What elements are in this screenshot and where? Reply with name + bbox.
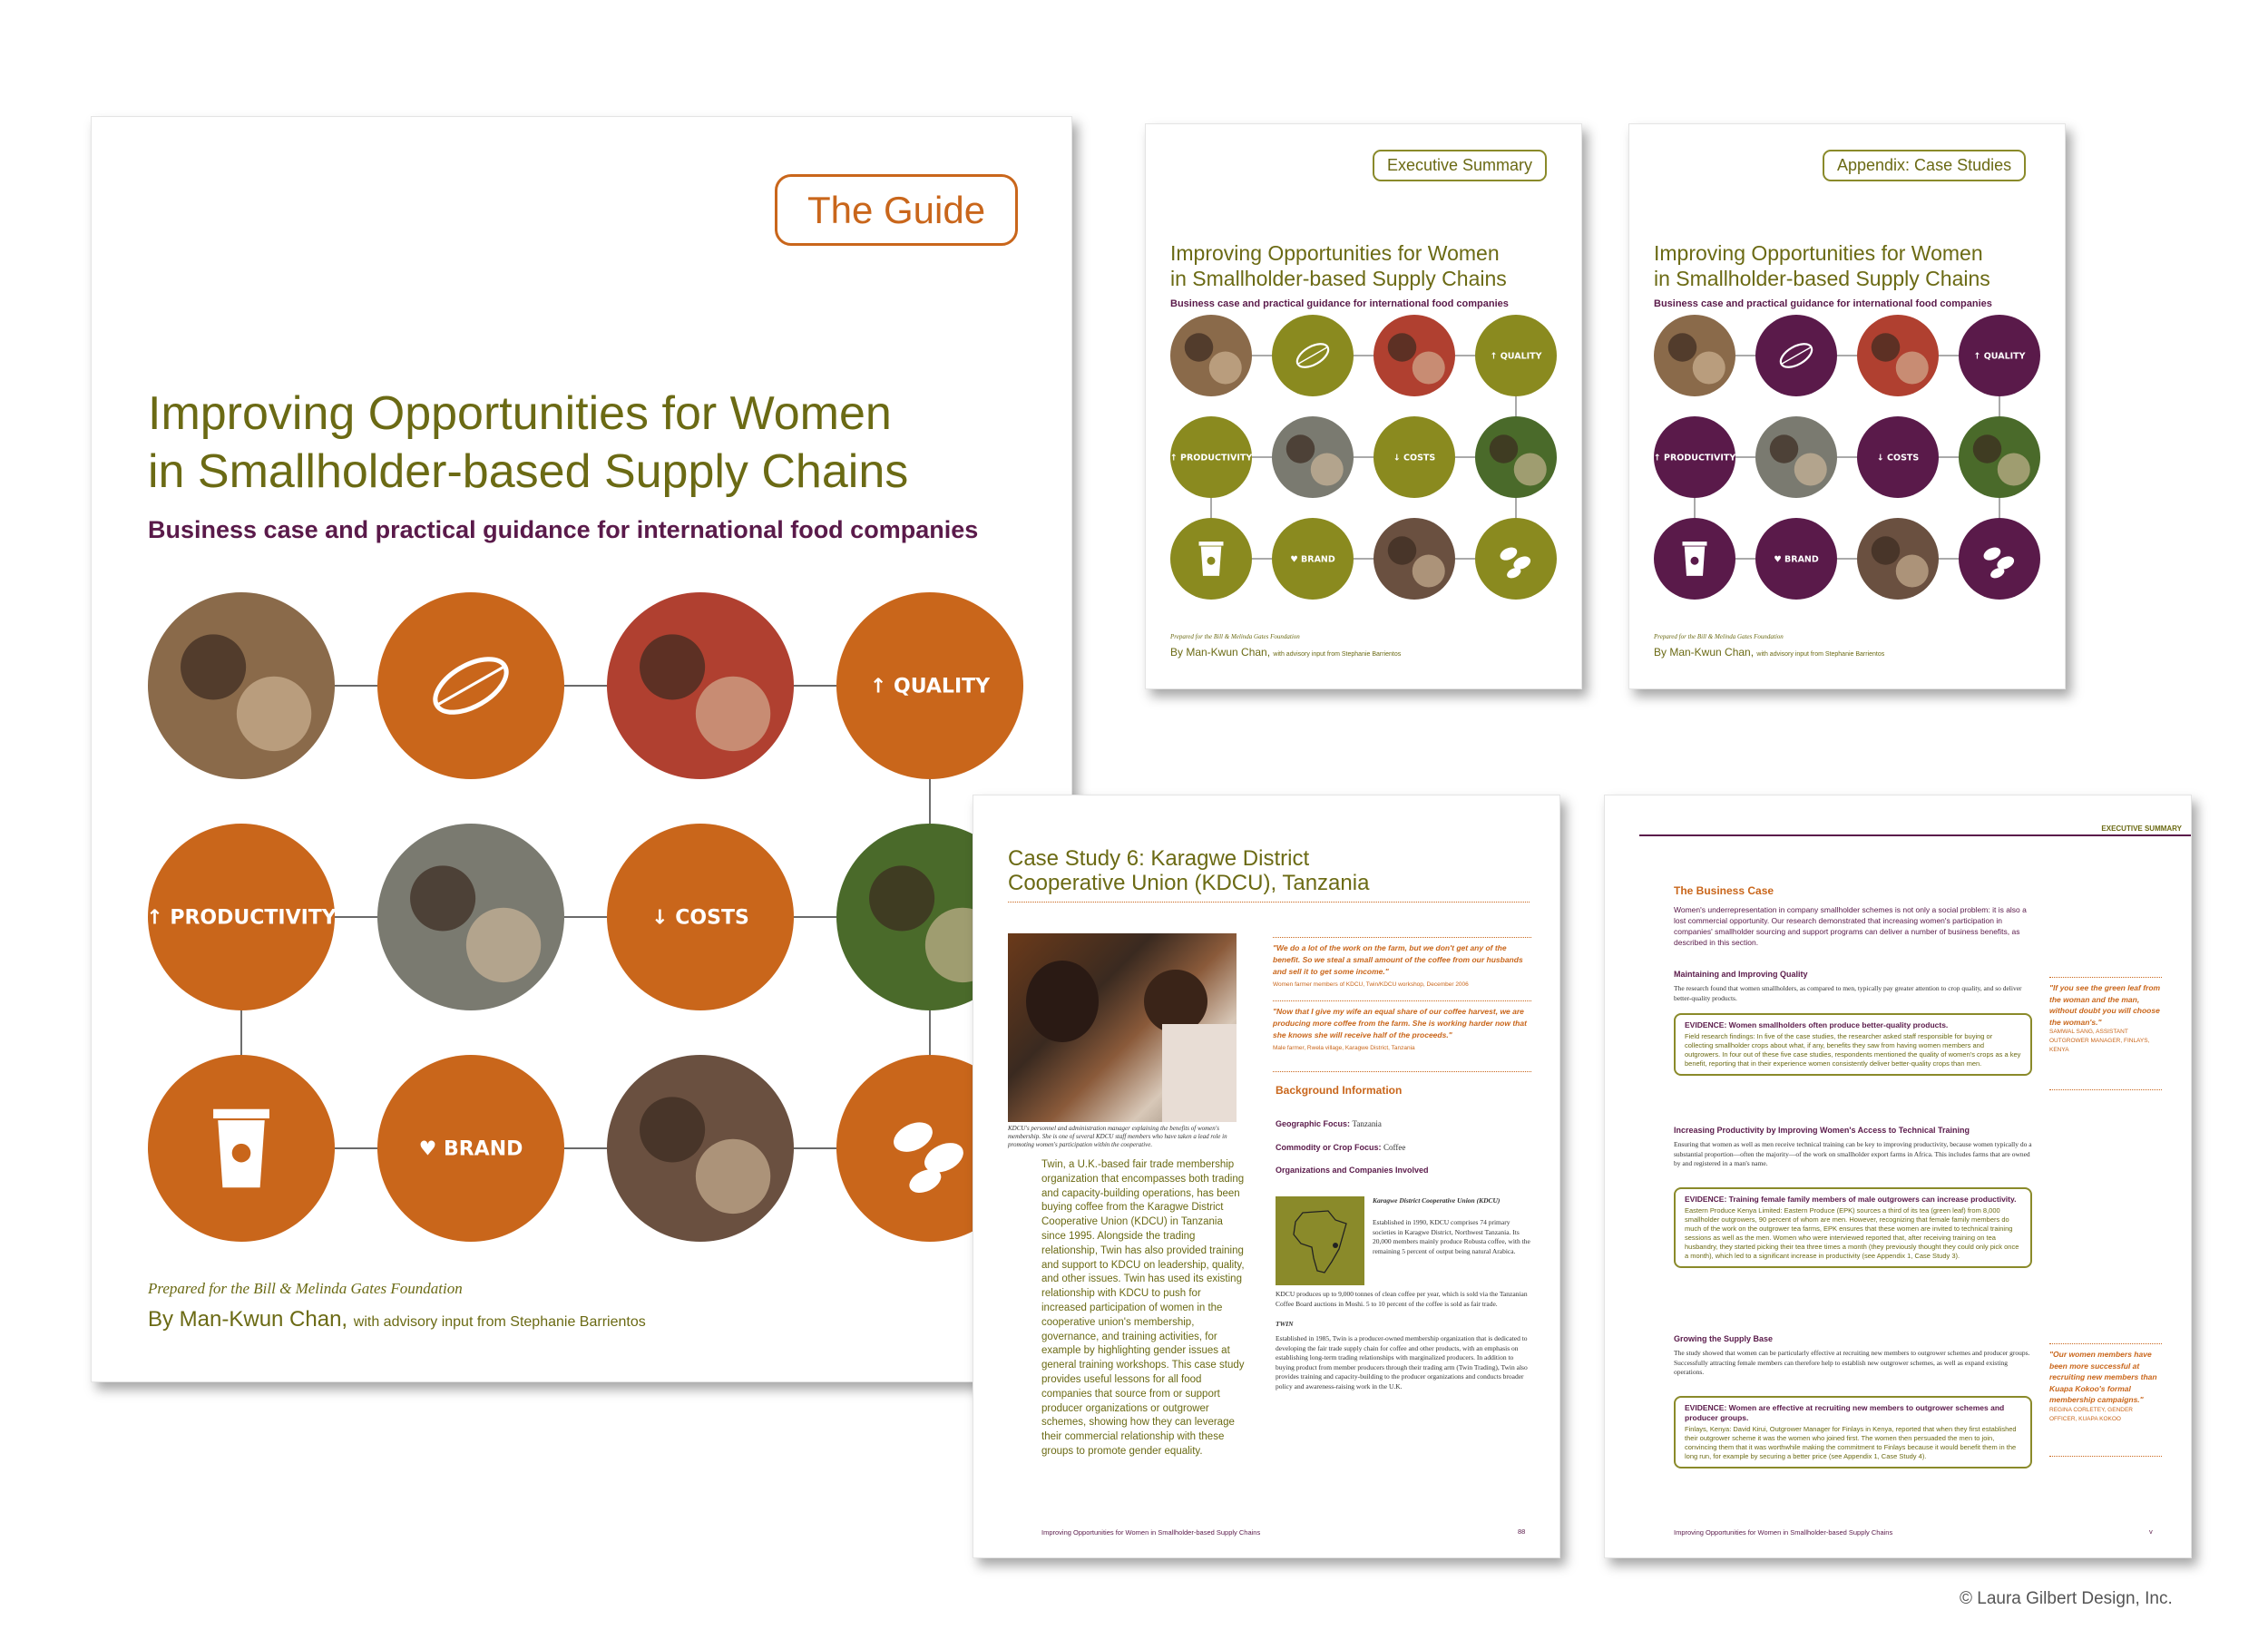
sidebar-quote-1 xyxy=(2049,982,2162,1055)
photo-circle xyxy=(377,824,564,1010)
africa-map xyxy=(1276,1196,1364,1285)
quote-divider xyxy=(1273,1071,1531,1072)
coffee-cup-icon xyxy=(148,1055,335,1242)
icon-label: ↓ COSTS xyxy=(1393,453,1436,463)
icon-label: ↑ QUALITY xyxy=(1973,351,2026,362)
evidence-box-3 xyxy=(1674,1396,2032,1468)
geo-label: Geographic Focus: xyxy=(1276,1119,1351,1128)
guide-subtitle: Business case and practical guidance for international food companies xyxy=(148,516,979,543)
costs-icon xyxy=(1857,416,1939,498)
productivity-icon xyxy=(1654,416,1736,498)
page-number: 88 xyxy=(1518,1527,1526,1536)
quality-icon xyxy=(1475,315,1557,396)
quote-1-source: Women farmer members of KDCU, Twin/KDCU workshop, December 2006 xyxy=(1273,981,1469,988)
guide-author-name: By Man-Kwun Chan, xyxy=(148,1307,348,1332)
case-study-body: Twin, a U.K.-based fair trade membership organization that encompasses both trading and capacity-building operations, has been buying coffee from the Karagwe District Cooperative Union (KDCU) in Tanzania since 1995. Alongside the trading relationship, Twin has also provided training and support to KDCU on leadership, quality, and other issues. Twin has used its existing relationship with KDCU to push for increased participation of women in the cooperative union's membership, governance, and training activities, for example by highlighting gender issues at general training workshops. This case study provides useful lessons for all food companies that source from or support producer organizations or outgrower schemes, showing how they can leverage their commercial relationship with these groups to promote gender equality. xyxy=(1041,1159,1245,1457)
quality-icon xyxy=(836,592,1023,779)
geo-focus xyxy=(1276,1119,1382,1128)
appendix-title-line1: Improving Opportunities for Women xyxy=(1654,241,1983,265)
kdcu-text-2: KDCU produces up to 9,000 tonnes of clean coffee per year, which is sold via the Tanzanian Coffee Board auctions in Moshi. 5 to 10 percent of the coffee is sold as fair trade. xyxy=(1276,1290,1528,1308)
geo-value: Tanzania xyxy=(1352,1119,1382,1128)
case-study-title xyxy=(1008,846,1407,895)
appendix-icon-grid xyxy=(1629,315,2066,623)
photo-circle xyxy=(1654,315,1735,396)
evidence-2-title: EVIDENCE: Training female family members of male outgrowers can increase productivity. xyxy=(1685,1195,2017,1204)
appendix-subtitle: Business case and practical guidance for international food companies xyxy=(1654,298,1992,309)
quote-1 xyxy=(1273,942,1531,990)
exec-title xyxy=(1170,240,1507,291)
exec-author xyxy=(1170,646,1401,659)
icon-label: ↑ PRODUCTIVITY xyxy=(1169,453,1253,463)
commodity-value: Coffee xyxy=(1383,1143,1406,1152)
icon-label: ↑ PRODUCTIVITY xyxy=(1653,453,1736,463)
icon-label: ↓ COSTS xyxy=(1876,453,1920,463)
background-heading: Background Information xyxy=(1276,1084,1403,1097)
copyright-credit: © Laura Gilbert Design, Inc. xyxy=(1960,1589,2173,1608)
icon-label: ↓ COSTS xyxy=(651,906,749,930)
exec-prepared-for: Prepared for the Bill & Melinda Gates Foundation xyxy=(1170,633,1300,640)
kdcu-text: Established in 1990, KDCU comprises 74 primary societies in Karagwe District, Northwest Tanzania. Its 20,000 members mainly produce Robusta coffee, with the remaining 5 percent of output being natural Arabica. xyxy=(1373,1218,1530,1255)
quality-text: The research found that women smallholders, as compared to men, typically pay greater attention to crop quality, and so deliver better-quality products. xyxy=(1674,984,2022,1002)
exec-title-line2: in Smallholder-based Supply Chains xyxy=(1170,267,1507,290)
evidence-1-title: EVIDENCE: Women smallholders often produce better-quality products. xyxy=(1685,1020,1949,1029)
appendix-title-line2: in Smallholder-based Supply Chains xyxy=(1654,267,1990,290)
evidence-2-body: Eastern Produce Kenya Limited: Eastern Produce (EPK) sources a third of its tea (green leaf) from 8,000 smallholder outgrowers, 90 percent of whom are men. However, recognizing that female family members do much of the work on the outgrower tea farms, EPK ensures that these women are invited to technical training sessions as well as the men. Women who were interviewed reported that, after receiving training on tea husbandry, they started picking their tea three times a month (they previously thought they could only pick once a month), which led to a significant increase in productivity (see Appendix 1, Case Study 3). xyxy=(1685,1206,2019,1260)
exec-title-line1: Improving Opportunities for Women xyxy=(1170,241,1500,265)
twin-text: Established in 1985, Twin is a producer-owned membership organization that is dedicated to developing the fair trade supply chain for coffee and other products, with an emphasis on establishing long-term trading relationships with marginalized producers. In addition to buying product from member producers through their trading arm (Twin Trading), Twin also provides training and capacity-building to the producer organizations and conducts broader policy and awareness-raising work in the U.K. xyxy=(1276,1334,1528,1390)
guide-title-line1: Improving Opportunities for Women xyxy=(148,387,892,440)
brand-icon xyxy=(1272,518,1354,600)
icon-label: ♥ BRAND xyxy=(418,1137,523,1161)
quote-1-text: "We do a lot of the work on the farm, but we don't get any of the benefit. So we steal a small amount of the coffee from our husbands and sell it to get some income." xyxy=(1273,943,1523,976)
appendix-badge: Appendix: Case Studies xyxy=(1823,150,2026,181)
top-rule xyxy=(1639,834,2192,836)
exec-author-note: with advisory input from Stephanie Barrientos xyxy=(1273,651,1402,658)
page-footer: Improving Opportunities for Women in Smallholder-based Supply Chains xyxy=(1041,1528,1261,1537)
photo-circle xyxy=(1857,518,1939,600)
page-footer: Improving Opportunities for Women in Smallholder-based Supply Chains xyxy=(1674,1528,1893,1537)
appendix-author-note: with advisory input from Stephanie Barrientos xyxy=(1756,651,1885,658)
evidence-box-1 xyxy=(1674,1013,2032,1076)
productivity-heading: Increasing Productivity by Improving Women's Access to Technical Training xyxy=(1674,1126,1970,1135)
exec-subtitle: Business case and practical guidance for international food companies xyxy=(1170,298,1509,309)
quote-2-source: Male farmer, Rwela village, Karagwe District, Tanzania xyxy=(1273,1045,1415,1051)
exec-badge: Executive Summary xyxy=(1373,150,1547,181)
twin-name: TWIN xyxy=(1276,1320,1294,1328)
coffee-cup-icon xyxy=(1654,518,1735,600)
guide-icon-grid xyxy=(92,571,1072,1260)
coffee-beans-icon xyxy=(1475,518,1557,600)
quote-2 xyxy=(1273,1006,1531,1054)
quality-heading: Maintaining and Improving Quality xyxy=(1674,970,1808,979)
evidence-1-body: Field research findings: In five of the case studies, the researcher asked staff responsible for buying or collecting smallholder crops about what, if any, benefits they saw from having women members and outgrowers. In four out of these five case studies, respondents mentioned the quality of women's crops as a key benefit, reporting that in their experience women consistently deliver better-quality crops than men. xyxy=(1685,1032,2021,1068)
costs-icon xyxy=(607,824,794,1010)
supply-base-text: The study showed that women can be particularly effective at recruiting new members to outgrower schemes and producer groups. Successfully attracting female members can therefore help to establish new outgrower schemes, as well as expand existing operations. xyxy=(1674,1349,2030,1376)
section-label: EXECUTIVE SUMMARY xyxy=(2101,824,2182,833)
appendix-cover xyxy=(1628,123,2066,689)
commodity-focus xyxy=(1276,1143,1405,1152)
photo-circle xyxy=(1374,518,1455,600)
productivity-text: Ensuring that women as well as men receive technical training can be key to improving productivity, because women typically do a substantial proportion—often the majority—of the work on smallholder export farms in Africa. This includes farms that are owned by and registered in a man's name. xyxy=(1674,1140,2032,1167)
cocoa-pod-icon xyxy=(1755,315,1837,396)
photo-circle xyxy=(1170,315,1252,396)
photo-circle xyxy=(1272,416,1354,498)
cocoa-pod-icon xyxy=(1272,315,1354,396)
quote-divider xyxy=(1273,1000,1531,1001)
africa-map-icon xyxy=(1276,1196,1364,1285)
sidebar-quote-1-source: SAMWAL SANG, ASSISTANT OUTGROWER MANAGER, FINLAYS, KENYA xyxy=(2049,1029,2150,1053)
quote-divider xyxy=(1273,937,1531,938)
sidebar-quote-2 xyxy=(2049,1349,2162,1424)
productivity-icon xyxy=(1170,416,1253,498)
kdcu-name: Karagwe District Cooperative Union (KDCU) xyxy=(1373,1196,1501,1205)
sidebar-quote-1-text: "If you see the green leaf from the woman and the man, without doubt you will choose the woman's." xyxy=(2049,983,2161,1027)
evidence-3-body: Finlays, Kenya: David Kirui, Outgrower Manager for Finlays in Kenya, reported that when they first established their outgrower scheme it was the women who joined first. The women then persuaded the men to join, convincing them that it was worthwhile making the commitment to Finlays because it would benefit them in the long run, for example by securing a better price (see Appendix 1, Case Study 4). xyxy=(1685,1425,2017,1460)
productivity-icon xyxy=(146,824,337,1010)
sidebar-divider xyxy=(2049,1343,2162,1344)
photo-circle xyxy=(1755,416,1837,498)
sidebar-divider xyxy=(2049,977,2162,978)
guide-title xyxy=(148,385,1037,501)
exec-summary-page xyxy=(1604,795,2192,1558)
guide-badge: The Guide xyxy=(775,174,1018,246)
sidebar-quote-2-text: "Our women members have been more successful at recruiting new members than Kuapa Kokoo's formal membership campaigns." xyxy=(2049,1350,2157,1404)
brand-icon xyxy=(377,1055,564,1242)
photo-circle xyxy=(1475,416,1557,498)
icon-label: ↑ QUALITY xyxy=(869,675,991,698)
evidence-3-title: EVIDENCE: Women are effective at recruiting new members to outgrower schemes and producer groups. xyxy=(1685,1403,2005,1422)
business-case-heading: The Business Case xyxy=(1674,884,1774,897)
photo-circle xyxy=(607,592,794,779)
photo-circle xyxy=(1857,315,1939,396)
coffee-cup-icon xyxy=(1170,518,1252,600)
intro-paragraph: Women's underrepresentation in company smallholder schemes is not only a social problem: it is also a lost commercial opportunity. Our research demonstrated that increasing women's participation in companies' smallholder sourcing and support programs can deliver a number of business benefits, as described in this section. xyxy=(1674,905,2027,947)
page-number: v xyxy=(2149,1527,2153,1536)
photo-circle xyxy=(607,1055,794,1242)
divider xyxy=(1008,902,1530,903)
orgs-heading: Organizations and Companies Involved xyxy=(1276,1166,1429,1175)
photo-circle xyxy=(148,592,335,779)
case-title-line1: Case Study 6: Karagwe District xyxy=(1008,846,1310,871)
guide-title-line2: in Smallholder-based Supply Chains xyxy=(148,445,909,498)
sidebar-divider xyxy=(2049,1089,2162,1090)
icon-label: ♥ BRAND xyxy=(1290,554,1335,565)
guide-prepared-for: Prepared for the Bill & Melinda Gates Foundation xyxy=(148,1280,463,1297)
guide-author-note: with advisory input from Stephanie Barrientos xyxy=(353,1314,646,1330)
case-study-page xyxy=(973,795,1560,1558)
icon-label: ↑ QUALITY xyxy=(1490,351,1542,362)
case-study-photo xyxy=(1008,933,1237,1122)
photo-caption: KDCU's personnel and administration manager explaining the benefits of women's membership. She is one of several KDCU staff members who have taken a lead role in promoting women's participation within the cooperative. xyxy=(1008,1125,1227,1148)
coffee-beans-icon xyxy=(1959,518,2040,600)
quote-2-text: "Now that I give my wife an equal share of our coffee harvest, we are producing more coffee from the farm. She is working harder now that she knows she will receive half of the proceeds." xyxy=(1273,1007,1527,1039)
costs-icon xyxy=(1374,416,1455,498)
photo-circle xyxy=(1959,416,2040,498)
cocoa-pod-icon xyxy=(377,592,564,779)
evidence-box-2 xyxy=(1674,1187,2032,1268)
photo-circle xyxy=(1374,315,1455,396)
guide-author xyxy=(148,1307,646,1332)
sidebar-divider xyxy=(2049,1456,2162,1457)
supply-base-heading: Growing the Supply Base xyxy=(1674,1334,1774,1343)
exec-icon-grid xyxy=(1146,315,1582,623)
exec-author-name: By Man-Kwun Chan, xyxy=(1170,646,1271,659)
appendix-title xyxy=(1654,240,1990,291)
appendix-author-name: By Man-Kwun Chan, xyxy=(1654,646,1755,659)
icon-label: ♥ BRAND xyxy=(1774,554,1819,565)
appendix-prepared-for: Prepared for the Bill & Melinda Gates Foundation xyxy=(1654,633,1784,640)
quality-icon xyxy=(1959,315,2040,396)
sidebar-quote-2-source: REGINA CORLETEY, GENDER OFFICER, KUAPA KOKOO xyxy=(2049,1406,2133,1422)
case-title-line2: Cooperative Union (KDCU), Tanzania xyxy=(1008,871,1370,895)
exec-summary-cover xyxy=(1145,123,1582,689)
appendix-author xyxy=(1654,646,1884,659)
brand-icon xyxy=(1755,518,1837,600)
commodity-label: Commodity or Crop Focus: xyxy=(1276,1143,1382,1152)
icon-label: ↑ PRODUCTIVITY xyxy=(146,906,337,930)
guide-cover xyxy=(91,116,1072,1382)
